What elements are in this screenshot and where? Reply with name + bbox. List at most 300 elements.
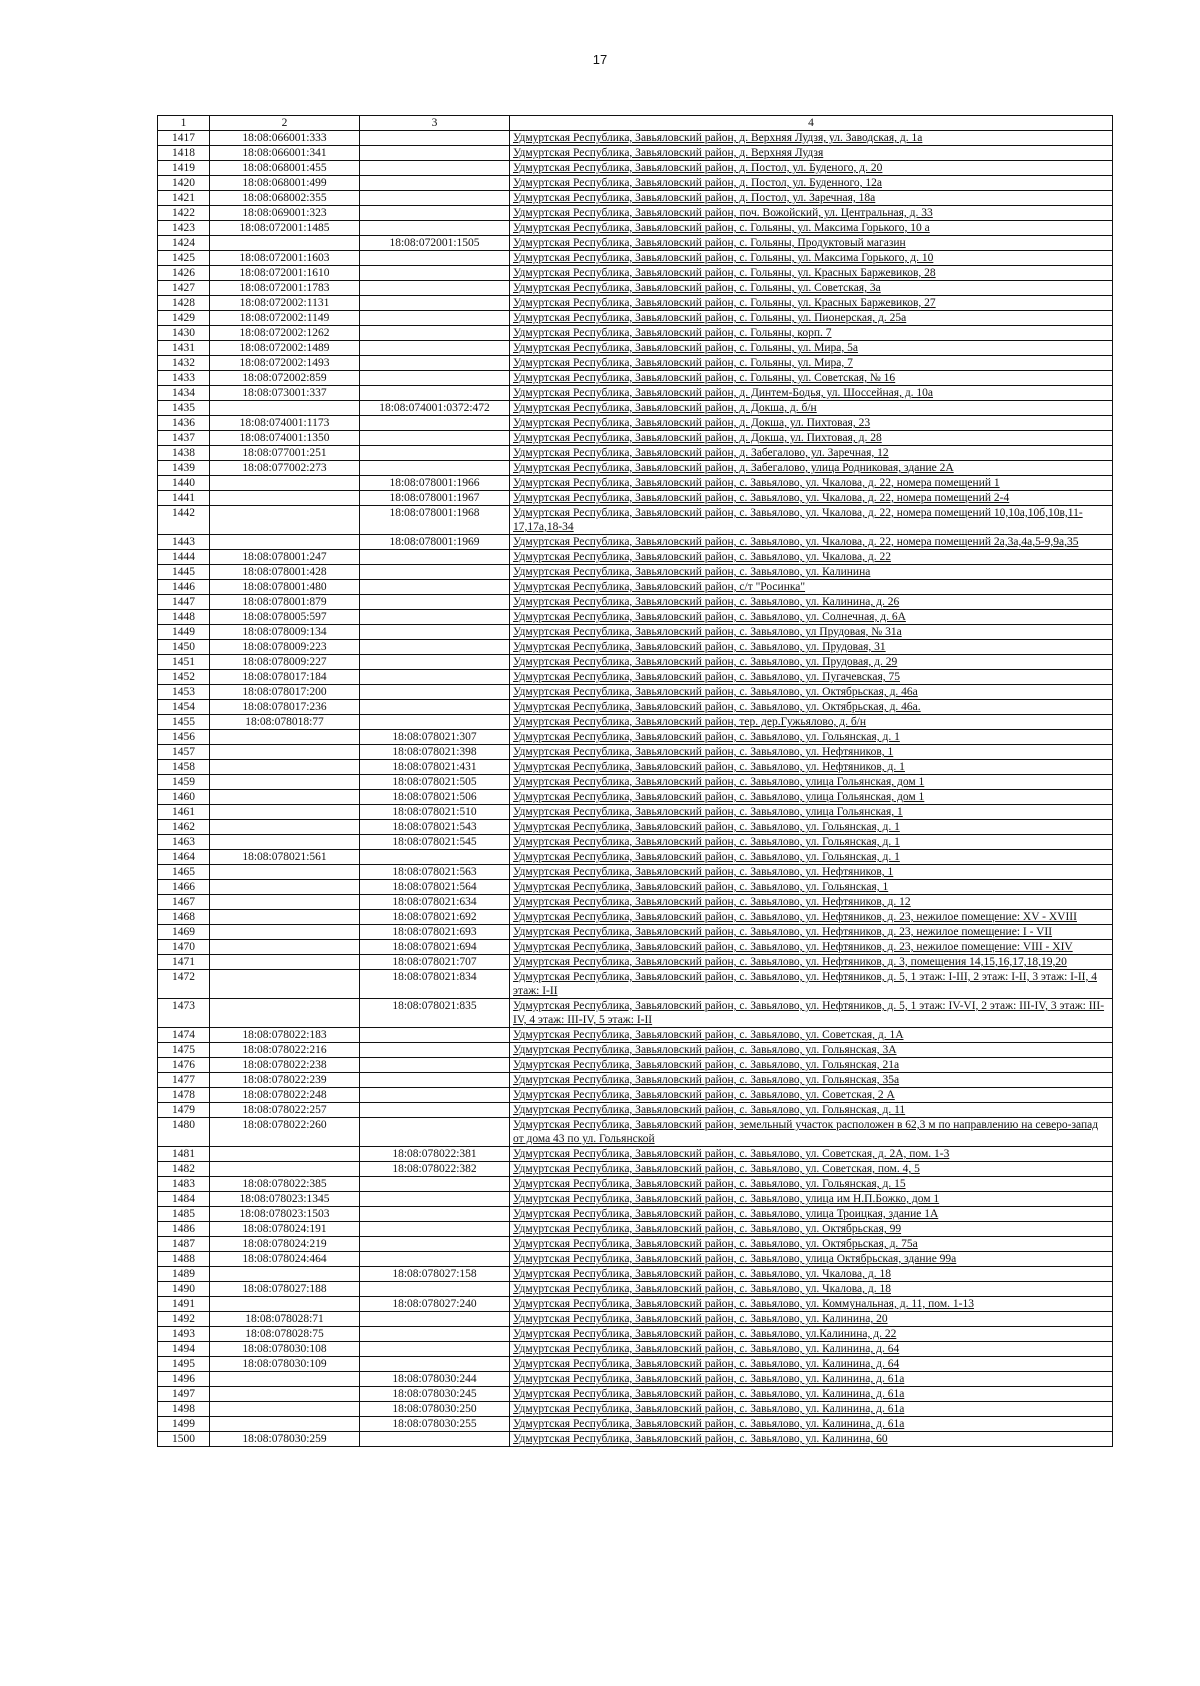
address-cell: Удмуртская Республика, Завьяловский район, с. Завьялово, ул. Нефтяников, д. 5, 1 этаж: I-III, 2 этаж: I-II, 3 этаж: I-II, 4 этаж: I-II: [510, 970, 1113, 999]
table-row: [158, 1073, 1113, 1088]
address-cell: Удмуртская Республика, Завьяловский район, с. Завьялово, ул. Калинина, д. 61а: [510, 1387, 1113, 1402]
row-number-cell: 1466: [158, 880, 210, 895]
land-cadastral-number-cell: [210, 745, 360, 760]
land-cadastral-number-cell: [210, 865, 360, 880]
row-number-cell: 1474: [158, 1028, 210, 1043]
land-cadastral-number-cell: [210, 880, 360, 895]
land-cadastral-number-cell: 18:08:068001:499: [210, 176, 360, 191]
page-number: 17: [592, 52, 608, 67]
land-cadastral-number-cell: 18:08:073001:337: [210, 386, 360, 401]
row-number-cell: 1481: [158, 1147, 210, 1162]
table-row: [158, 401, 1113, 416]
object-cadastral-number-cell: [360, 1192, 510, 1207]
address-cell: Удмуртская Республика, Завьяловский район, с. Гольяны, ул. Мира, 5а: [510, 341, 1113, 356]
row-number-cell: 1428: [158, 296, 210, 311]
land-cadastral-number-cell: [210, 236, 360, 251]
land-cadastral-number-cell: [210, 925, 360, 940]
address-cell: Удмуртская Республика, Завьяловский район, с. Завьялово, ул. Советская, 2 А: [510, 1088, 1113, 1103]
row-number-cell: 1423: [158, 221, 210, 236]
land-cadastral-number-cell: 18:08:078024:464: [210, 1252, 360, 1267]
land-cadastral-number-cell: [210, 1297, 360, 1312]
object-cadastral-number-cell: [360, 1103, 510, 1118]
object-cadastral-number-cell: [360, 1177, 510, 1192]
row-number-cell: 1491: [158, 1297, 210, 1312]
object-cadastral-number-cell: [360, 371, 510, 386]
object-cadastral-number-cell: [360, 625, 510, 640]
row-number-cell: 1449: [158, 625, 210, 640]
address-cell: Удмуртская Республика, Завьяловский район, с. Завьялово, ул. Калинина, д. 64: [510, 1357, 1113, 1372]
table-row: [158, 221, 1113, 236]
object-cadastral-number-cell: [360, 595, 510, 610]
object-cadastral-number-cell: 18:08:078001:1969: [360, 535, 510, 550]
address-cell: Удмуртская Республика, Завьяловский район, д. Постол, ул. Заречная, 18а: [510, 191, 1113, 206]
object-cadastral-number-cell: 18:08:078021:307: [360, 730, 510, 745]
land-cadastral-number-cell: [210, 775, 360, 790]
address-cell: Удмуртская Республика, Завьяловский район, с. Завьялово, ул. Коммунальная, д. 11, пом. 1-13: [510, 1297, 1113, 1312]
address-cell: Удмуртская Республика, Завьяловский район, д. Постол, ул. Буденного, 12а: [510, 176, 1113, 191]
row-number-cell: 1459: [158, 775, 210, 790]
table-row: [158, 760, 1113, 775]
table-row: [158, 236, 1113, 251]
row-number-cell: 1432: [158, 356, 210, 371]
row-number-cell: 1426: [158, 266, 210, 281]
table-row: [158, 685, 1113, 700]
object-cadastral-number-cell: [360, 1207, 510, 1222]
address-cell: Удмуртская Республика, Завьяловский район, с. Завьялово, ул. Октябрьская, д. 46а: [510, 685, 1113, 700]
land-cadastral-number-cell: 18:08:072001:1783: [210, 281, 360, 296]
table-row: [158, 506, 1113, 535]
address-cell: Удмуртская Республика, Завьяловский район, с. Гольяны, Продуктовый магазин: [510, 236, 1113, 251]
land-cadastral-number-cell: [210, 805, 360, 820]
row-number-cell: 1490: [158, 1282, 210, 1297]
address-cell: Удмуртская Республика, Завьяловский район, с. Завьялово, ул. Гольянская, 35а: [510, 1073, 1113, 1088]
object-cadastral-number-cell: [360, 431, 510, 446]
object-cadastral-number-cell: [360, 610, 510, 625]
object-cadastral-number-cell: 18:08:078021:505: [360, 775, 510, 790]
address-cell: Удмуртская Республика, Завьяловский район, с. Завьялово, ул. Чкалова, д. 22, номера помещений 2-4: [510, 491, 1113, 506]
table-row: [158, 326, 1113, 341]
land-cadastral-number-cell: [210, 535, 360, 550]
object-cadastral-number-cell: [360, 1073, 510, 1088]
table-row: [158, 1252, 1113, 1267]
row-number-cell: 1462: [158, 820, 210, 835]
row-number-cell: 1493: [158, 1327, 210, 1342]
address-cell: Удмуртская Республика, Завьяловский район, с. Завьялово, улица Троицкая, здание 1А: [510, 1207, 1113, 1222]
object-cadastral-number-cell: [360, 1088, 510, 1103]
row-number-cell: 1486: [158, 1222, 210, 1237]
land-cadastral-number-cell: 18:08:068001:455: [210, 161, 360, 176]
land-cadastral-number-cell: 18:08:078030:109: [210, 1357, 360, 1372]
land-cadastral-number-cell: 18:08:078009:223: [210, 640, 360, 655]
table-row: [158, 386, 1113, 401]
object-cadastral-number-cell: [360, 640, 510, 655]
address-cell: Удмуртская Республика, Завьяловский район, с. Завьялово, ул. Калинина, 60: [510, 1432, 1113, 1447]
address-cell: Удмуртская Республика, Завьяловский район, с. Гольяны, ул. Пионерская, д. 25а: [510, 311, 1113, 326]
object-cadastral-number-cell: 18:08:078001:1968: [360, 506, 510, 535]
address-cell: Удмуртская Республика, Завьяловский район, с. Завьялово, ул. Калинина, 20: [510, 1312, 1113, 1327]
address-cell: Удмуртская Республика, Завьяловский район, тер. дер.Гужьялово, д. б/н: [510, 715, 1113, 730]
table-header-row: [158, 116, 1113, 131]
table-row: [158, 1387, 1113, 1402]
address-cell: Удмуртская Республика, Завьяловский район, с. Завьялово, ул. Чкалова, д. 18: [510, 1267, 1113, 1282]
address-cell: Удмуртская Республика, Завьяловский район, с. Завьялово, ул. Калинина, д. 61а: [510, 1402, 1113, 1417]
object-cadastral-number-cell: 18:08:078021:694: [360, 940, 510, 955]
table-row: [158, 565, 1113, 580]
table-row: [158, 1147, 1113, 1162]
row-number-cell: 1495: [158, 1357, 210, 1372]
object-cadastral-number-cell: [360, 700, 510, 715]
object-cadastral-number-cell: 18:08:078021:431: [360, 760, 510, 775]
land-cadastral-number-cell: 18:08:078022:260: [210, 1118, 360, 1147]
row-number-cell: 1450: [158, 640, 210, 655]
object-cadastral-number-cell: 18:08:078021:835: [360, 999, 510, 1028]
table-row: [158, 266, 1113, 281]
row-number-cell: 1453: [158, 685, 210, 700]
land-cadastral-number-cell: 18:08:078027:188: [210, 1282, 360, 1297]
row-number-cell: 1438: [158, 446, 210, 461]
table-row: [158, 281, 1113, 296]
object-cadastral-number-cell: [360, 580, 510, 595]
address-cell: Удмуртская Республика, Завьяловский район, с. Гольяны, ул. Максима Горького, д. 10: [510, 251, 1113, 266]
object-cadastral-number-cell: 18:08:078027:158: [360, 1267, 510, 1282]
land-cadastral-number-cell: [210, 940, 360, 955]
object-cadastral-number-cell: [360, 326, 510, 341]
object-cadastral-number-cell: 18:08:078021:563: [360, 865, 510, 880]
object-cadastral-number-cell: [360, 281, 510, 296]
object-cadastral-number-cell: [360, 1028, 510, 1043]
land-cadastral-number-cell: 18:08:074001:1350: [210, 431, 360, 446]
land-cadastral-number-cell: 18:08:078022:183: [210, 1028, 360, 1043]
land-cadastral-number-cell: 18:08:069001:323: [210, 206, 360, 221]
table-row: [158, 1267, 1113, 1282]
row-number-cell: 1433: [158, 371, 210, 386]
table-row: [158, 640, 1113, 655]
object-cadastral-number-cell: [360, 1357, 510, 1372]
row-number-cell: 1497: [158, 1387, 210, 1402]
row-number-cell: 1498: [158, 1402, 210, 1417]
object-cadastral-number-cell: 18:08:078021:693: [360, 925, 510, 940]
address-cell: Удмуртская Республика, Завьяловский район, д. Забегалово, улица Родниковая, здание 2А: [510, 461, 1113, 476]
table-row: [158, 835, 1113, 850]
table-row: [158, 341, 1113, 356]
table-row: [158, 595, 1113, 610]
address-cell: Удмуртская Республика, Завьяловский район, с. Завьялово, ул. Гольянская, д. 1: [510, 835, 1113, 850]
land-cadastral-number-cell: [210, 1372, 360, 1387]
table-row: [158, 865, 1113, 880]
land-cadastral-number-cell: 18:08:072001:1603: [210, 251, 360, 266]
table-row: [158, 715, 1113, 730]
row-number-cell: 1483: [158, 1177, 210, 1192]
address-cell: Удмуртская Республика, Завьяловский район, с. Завьялово, ул. Октябрьская, 99: [510, 1222, 1113, 1237]
address-cell: Удмуртская Республика, Завьяловский район, с. Завьялово, ул. Чкалова, д. 22: [510, 550, 1113, 565]
row-number-cell: 1461: [158, 805, 210, 820]
object-cadastral-number-cell: [360, 1118, 510, 1147]
address-cell: Удмуртская Республика, Завьяловский район, с. Завьялово, ул. Советская, д. 1А: [510, 1028, 1113, 1043]
object-cadastral-number-cell: [360, 311, 510, 326]
row-number-cell: 1418: [158, 146, 210, 161]
row-number-cell: 1444: [158, 550, 210, 565]
row-number-cell: 1480: [158, 1118, 210, 1147]
land-cadastral-number-cell: [210, 1147, 360, 1162]
address-cell: Удмуртская Республика, Завьяловский район, с. Завьялово, улица Октябрьская, здание 99а: [510, 1252, 1113, 1267]
row-number-cell: 1482: [158, 1162, 210, 1177]
row-number-cell: 1422: [158, 206, 210, 221]
object-cadastral-number-cell: [360, 1058, 510, 1073]
land-cadastral-number-cell: 18:08:078030:108: [210, 1342, 360, 1357]
row-number-cell: 1435: [158, 401, 210, 416]
row-number-cell: 1434: [158, 386, 210, 401]
address-cell: Удмуртская Республика, Завьяловский район, д. Забегалово, ул. Заречная, 12: [510, 446, 1113, 461]
row-number-cell: 1419: [158, 161, 210, 176]
object-cadastral-number-cell: [360, 850, 510, 865]
row-number-cell: 1478: [158, 1088, 210, 1103]
land-cadastral-number-cell: 18:08:078024:219: [210, 1237, 360, 1252]
land-cadastral-number-cell: 18:08:078023:1345: [210, 1192, 360, 1207]
row-number-cell: 1500: [158, 1432, 210, 1447]
land-cadastral-number-cell: 18:08:068002:355: [210, 191, 360, 206]
object-cadastral-number-cell: 18:08:078022:382: [360, 1162, 510, 1177]
address-cell: Удмуртская Республика, Завьяловский район, с. Гольяны, ул. Красных Баржевиков, 27: [510, 296, 1113, 311]
row-number-cell: 1421: [158, 191, 210, 206]
address-cell: Удмуртская Республика, Завьяловский район, с. Завьялово, ул. Прудовая, 31: [510, 640, 1113, 655]
address-cell: Удмуртская Республика, Завьяловский район, с. Гольяны, ул. Максима Горького, 10 а: [510, 221, 1113, 236]
column-header-3: 3: [360, 116, 510, 131]
object-cadastral-number-cell: [360, 251, 510, 266]
address-cell: Удмуртская Республика, Завьяловский район, с. Завьялово, ул. Советская, пом. 4, 5: [510, 1162, 1113, 1177]
object-cadastral-number-cell: 18:08:074001:0372:472: [360, 401, 510, 416]
object-cadastral-number-cell: 18:08:078021:834: [360, 970, 510, 999]
row-number-cell: 1452: [158, 670, 210, 685]
land-cadastral-number-cell: [210, 820, 360, 835]
land-cadastral-number-cell: 18:08:078021:561: [210, 850, 360, 865]
object-cadastral-number-cell: [360, 1342, 510, 1357]
row-number-cell: 1465: [158, 865, 210, 880]
table-row: [158, 1043, 1113, 1058]
address-cell: Удмуртская Республика, Завьяловский район, д. Постол, ул. Буденого, д. 20: [510, 161, 1113, 176]
land-cadastral-number-cell: [210, 895, 360, 910]
object-cadastral-number-cell: 18:08:078027:240: [360, 1297, 510, 1312]
object-cadastral-number-cell: [360, 655, 510, 670]
table-row: [158, 1058, 1113, 1073]
table-row: [158, 1162, 1113, 1177]
address-cell: Удмуртская Республика, Завьяловский район, д. Динтем-Бодья, ул. Шоссейная, д. 10а: [510, 386, 1113, 401]
object-cadastral-number-cell: [360, 356, 510, 371]
address-cell: Удмуртская Республика, Завьяловский район, земельный участок расположен в 62,3 м по направлению на северо-запад от дома 43 по ул. Гольянской: [510, 1118, 1113, 1147]
table-row: [158, 446, 1113, 461]
land-cadastral-number-cell: [210, 476, 360, 491]
table-row: [158, 191, 1113, 206]
table-row: [158, 1297, 1113, 1312]
address-cell: Удмуртская Республика, Завьяловский район, с. Завьялово, улица Гольянская, дом 1: [510, 775, 1113, 790]
table-row: [158, 535, 1113, 550]
address-cell: Удмуртская Республика, Завьяловский район, с. Завьялово, ул. Нефтяников, д. 1: [510, 760, 1113, 775]
land-cadastral-number-cell: 18:08:078017:200: [210, 685, 360, 700]
land-cadastral-number-cell: 18:08:072002:1131: [210, 296, 360, 311]
land-cadastral-number-cell: 18:08:072001:1485: [210, 221, 360, 236]
object-cadastral-number-cell: [360, 1282, 510, 1297]
row-number-cell: 1492: [158, 1312, 210, 1327]
land-cadastral-number-cell: [210, 1387, 360, 1402]
table-row: [158, 1103, 1113, 1118]
row-number-cell: 1425: [158, 251, 210, 266]
address-cell: Удмуртская Республика, Завьяловский район, с. Завьялово, ул. Калинина: [510, 565, 1113, 580]
table-row: [158, 910, 1113, 925]
table-row: [158, 1118, 1113, 1147]
land-cadastral-number-cell: 18:08:078022:238: [210, 1058, 360, 1073]
row-number-cell: 1499: [158, 1417, 210, 1432]
table-row: [158, 146, 1113, 161]
address-cell: Удмуртская Республика, Завьяловский район, с. Завьялово, ул.Калинина, д. 22: [510, 1327, 1113, 1342]
table-row: [158, 625, 1113, 640]
object-cadastral-number-cell: 18:08:072001:1505: [360, 236, 510, 251]
table-row: [158, 1192, 1113, 1207]
land-cadastral-number-cell: 18:08:072002:859: [210, 371, 360, 386]
row-number-cell: 1436: [158, 416, 210, 431]
land-cadastral-number-cell: 18:08:077001:251: [210, 446, 360, 461]
address-cell: Удмуртская Республика, Завьяловский район, с. Завьялово, ул. Гольянская, д. 15: [510, 1177, 1113, 1192]
land-cadastral-number-cell: 18:08:072002:1262: [210, 326, 360, 341]
table-row: [158, 251, 1113, 266]
table-row: [158, 895, 1113, 910]
land-cadastral-number-cell: [210, 506, 360, 535]
land-cadastral-number-cell: 18:08:078009:134: [210, 625, 360, 640]
row-number-cell: 1467: [158, 895, 210, 910]
table-row: [158, 371, 1113, 386]
address-cell: Удмуртская Республика, Завьяловский район, с. Завьялово, ул. Гольянская, 1: [510, 880, 1113, 895]
table-row: [158, 820, 1113, 835]
column-header-4: 4: [510, 116, 1113, 131]
land-cadastral-number-cell: [210, 790, 360, 805]
address-cell: Удмуртская Республика, Завьяловский район, с. Завьялово, ул. Гольянская, д. 11: [510, 1103, 1113, 1118]
land-cadastral-number-cell: 18:08:072002:1149: [210, 311, 360, 326]
table-row: [158, 745, 1113, 760]
table-body: [158, 131, 1113, 1447]
row-number-cell: 1424: [158, 236, 210, 251]
land-cadastral-number-cell: 18:08:078009:227: [210, 655, 360, 670]
object-cadastral-number-cell: [360, 266, 510, 281]
address-cell: Удмуртская Республика, Завьяловский район, с. Завьялово, ул. Чкалова, д. 22, номера помещений 2а,3а,4а,5-9,9а,35: [510, 535, 1113, 550]
table-row: [158, 1357, 1113, 1372]
address-cell: Удмуртская Республика, Завьяловский район, д. Докша, ул. Пихтовая, д. 28: [510, 431, 1113, 446]
land-cadastral-number-cell: 18:08:078017:236: [210, 700, 360, 715]
table-row: [158, 1028, 1113, 1043]
row-number-cell: 1477: [158, 1073, 210, 1088]
address-cell: Удмуртская Республика, Завьяловский район, с. Завьялово, ул. Гольянская, 21а: [510, 1058, 1113, 1073]
table-row: [158, 670, 1113, 685]
address-cell: Удмуртская Республика, Завьяловский район, с. Завьялово, ул. Нефтяников, д. 23, нежилое помещение: I - VII: [510, 925, 1113, 940]
row-number-cell: 1485: [158, 1207, 210, 1222]
object-cadastral-number-cell: [360, 1432, 510, 1447]
object-cadastral-number-cell: 18:08:078021:707: [360, 955, 510, 970]
address-cell: Удмуртская Республика, Завьяловский район, с. Завьялово, ул. Калинина, д. 64: [510, 1342, 1113, 1357]
land-cadastral-number-cell: [210, 491, 360, 506]
object-cadastral-number-cell: [360, 1312, 510, 1327]
row-number-cell: 1476: [158, 1058, 210, 1073]
table-row: [158, 131, 1113, 146]
land-cadastral-number-cell: 18:08:078001:480: [210, 580, 360, 595]
address-cell: Удмуртская Республика, Завьяловский район, с. Завьялово, ул. Гольянская, 3А: [510, 1043, 1113, 1058]
table-row: [158, 925, 1113, 940]
column-header-2: 2: [210, 116, 360, 131]
table-row: [158, 610, 1113, 625]
land-cadastral-number-cell: 18:08:078001:247: [210, 550, 360, 565]
row-number-cell: 1417: [158, 131, 210, 146]
address-cell: Удмуртская Республика, Завьяловский район, с. Завьялово, ул. Калинина, д. 26: [510, 595, 1113, 610]
address-cell: Удмуртская Республика, Завьяловский район, с. Завьялово, улица Гольянская, 1: [510, 805, 1113, 820]
row-number-cell: 1443: [158, 535, 210, 550]
address-cell: Удмуртская Республика, Завьяловский район, с. Завьялово, ул. Гольянская, д. 1: [510, 820, 1113, 835]
object-cadastral-number-cell: 18:08:078021:564: [360, 880, 510, 895]
registry-table: [157, 115, 1113, 1447]
object-cadastral-number-cell: [360, 670, 510, 685]
row-number-cell: 1487: [158, 1237, 210, 1252]
row-number-cell: 1475: [158, 1043, 210, 1058]
object-cadastral-number-cell: 18:08:078021:692: [360, 910, 510, 925]
table-row: [158, 730, 1113, 745]
address-cell: Удмуртская Республика, Завьяловский район, с. Гольяны, корп. 7: [510, 326, 1113, 341]
table-row: [158, 1372, 1113, 1387]
table-row: [158, 805, 1113, 820]
object-cadastral-number-cell: [360, 1237, 510, 1252]
object-cadastral-number-cell: [360, 461, 510, 476]
table-row: [158, 970, 1113, 999]
object-cadastral-number-cell: 18:08:078021:634: [360, 895, 510, 910]
address-cell: Удмуртская Республика, Завьяловский район, с. Завьялово, ул. Октябрьская, д. 46а.: [510, 700, 1113, 715]
land-cadastral-number-cell: 18:08:078023:1503: [210, 1207, 360, 1222]
object-cadastral-number-cell: [360, 161, 510, 176]
address-cell: Удмуртская Республика, Завьяловский район, с. Завьялово, ул. Советская, д. 2А, пом. 1-3: [510, 1147, 1113, 1162]
row-number-cell: 1470: [158, 940, 210, 955]
address-cell: Удмуртская Республика, Завьяловский район, поч. Вожойский, ул. Центральная, д. 33: [510, 206, 1113, 221]
address-cell: Удмуртская Республика, Завьяловский район, с. Завьялово, ул. Пугачевская, 75: [510, 670, 1113, 685]
land-cadastral-number-cell: 18:08:078022:239: [210, 1073, 360, 1088]
address-cell: Удмуртская Республика, Завьяловский район, с/т "Росинка": [510, 580, 1113, 595]
address-cell: Удмуртская Республика, Завьяловский район, с. Завьялово, ул. Октябрьская, д. 75а: [510, 1237, 1113, 1252]
address-cell: Удмуртская Республика, Завьяловский район, с. Гольяны, ул. Советская, 3а: [510, 281, 1113, 296]
land-cadastral-number-cell: 18:08:072002:1493: [210, 356, 360, 371]
object-cadastral-number-cell: 18:08:078022:381: [360, 1147, 510, 1162]
address-cell: Удмуртская Республика, Завьяловский район, с. Завьялово, ул. Чкалова, д. 22, номера помещений 1: [510, 476, 1113, 491]
row-number-cell: 1439: [158, 461, 210, 476]
table-row: [158, 206, 1113, 221]
row-number-cell: 1454: [158, 700, 210, 715]
object-cadastral-number-cell: 18:08:078030:245: [360, 1387, 510, 1402]
table-row: [158, 491, 1113, 506]
land-cadastral-number-cell: [210, 730, 360, 745]
table-row: [158, 176, 1113, 191]
row-number-cell: 1494: [158, 1342, 210, 1357]
land-cadastral-number-cell: 18:08:074001:1173: [210, 416, 360, 431]
object-cadastral-number-cell: [360, 565, 510, 580]
object-cadastral-number-cell: 18:08:078030:244: [360, 1372, 510, 1387]
address-cell: Удмуртская Республика, Завьяловский район, с. Завьялово, ул. Нефтяников, д. 23, нежилое помещение: VIII - XIV: [510, 940, 1113, 955]
table-row: [158, 1222, 1113, 1237]
object-cadastral-number-cell: [360, 296, 510, 311]
table-row: [158, 1207, 1113, 1222]
address-cell: Удмуртская Республика, Завьяловский район, с. Завьялово, ул. Прудовая, д. 29: [510, 655, 1113, 670]
land-cadastral-number-cell: [210, 1267, 360, 1282]
address-cell: Удмуртская Республика, Завьяловский район, с. Завьялово, ул. Нефтяников, д. 12: [510, 895, 1113, 910]
table-row: [158, 356, 1113, 371]
address-cell: Удмуртская Республика, Завьяловский район, с. Завьялово, ул. Калинина, д. 61а: [510, 1417, 1113, 1432]
object-cadastral-number-cell: [360, 221, 510, 236]
address-cell: Удмуртская Республика, Завьяловский район, с. Завьялово, ул. Нефтяников, 1: [510, 865, 1113, 880]
address-cell: Удмуртская Республика, Завьяловский район, с. Завьялово, ул. Нефтяников, д. 5, 1 этаж: IV-VI, 2 этаж: III-IV, 3 этаж: III-IV, 4 этаж: III-IV, 5 этаж: I-II: [510, 999, 1113, 1028]
table-row: [158, 1327, 1113, 1342]
row-number-cell: 1437: [158, 431, 210, 446]
land-cadastral-number-cell: [210, 999, 360, 1028]
row-number-cell: 1458: [158, 760, 210, 775]
